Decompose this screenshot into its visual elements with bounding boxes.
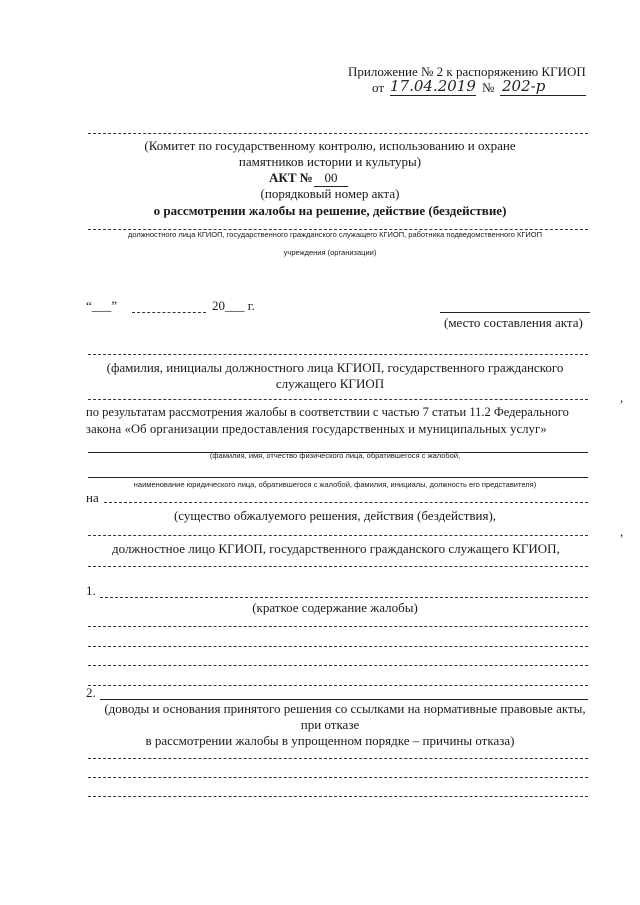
date-underline — [390, 95, 476, 96]
fio-hint-line2: служащего КГИОП — [275, 376, 385, 391]
item1-blank-1 — [88, 626, 588, 627]
item2-hint2: при отказе — [300, 717, 360, 732]
date-day-quotes: “___” — [86, 298, 118, 313]
committee-top-line — [88, 133, 588, 134]
handwritten-number: 202-р — [502, 77, 546, 95]
item1-hint: (краткое содержание жалобы) — [252, 600, 418, 615]
date-month-line — [132, 312, 206, 313]
item1-line — [100, 597, 588, 598]
item2-line — [100, 699, 588, 700]
official-line-text: должностное лицо КГИОП, государственного гражданского служащего КГИОП, — [112, 541, 560, 556]
item1-number: 1. — [86, 583, 96, 598]
handwritten-date: 17.04.2019 — [390, 77, 476, 95]
na-line — [104, 502, 588, 503]
result-line1: по результатам рассмотрения жалобы в соответствии с частью 7 статьи 11.2 Федерального — [86, 405, 569, 419]
official-hint-line1: должностного лица КГИОП, государственного гражданского служащего КГИОП, работника подведомственного КГИОП — [127, 230, 543, 239]
official-hint-line2: учреждения (организации) — [283, 248, 377, 257]
number-underline — [500, 95, 586, 96]
essence-hint: (существо обжалуемого решения, действия (бездействия), — [173, 508, 497, 523]
item1-blank-2 — [88, 646, 588, 647]
committee-line2: памятников истории и культуры) — [238, 154, 422, 169]
org-line — [88, 477, 588, 478]
act-number-hint: (порядковый номер акта) — [260, 186, 400, 201]
number-prefix: № — [482, 80, 495, 95]
act-label: АКТ № — [269, 170, 313, 185]
place-line — [440, 312, 590, 313]
comma-right-1: , — [620, 390, 624, 405]
blank-line-1 — [88, 566, 588, 567]
official-line-2 — [88, 535, 588, 536]
item2-blank-2 — [88, 777, 588, 778]
date-year: 20___ г. — [212, 298, 255, 313]
item2-hint3: в рассмотрении жалобы в упрощенном порядке – причины отказа) — [145, 733, 515, 748]
org-hint: наименование юридического лица, обратившегося с жалобой, фамилия, инициалы, должность его представителя) — [133, 480, 537, 489]
fio-line — [88, 354, 588, 355]
person-hint: (фамилия, имя, отчество физического лица, обратившегося с жалобой, — [209, 451, 461, 460]
item2-blank-1 — [88, 758, 588, 759]
na-label: на — [86, 490, 99, 505]
result-top-line — [88, 399, 588, 400]
item2-blank-3 — [88, 796, 588, 797]
item1-blank-4 — [88, 685, 588, 686]
item2-hint1: (доводы и основания принятого решения со ссылками на нормативные правовые акты, — [104, 701, 586, 716]
result-line2: закона «Об организации предоставления государственных и муниципальных услуг» — [86, 422, 547, 436]
comma-right-2: , — [620, 524, 624, 539]
act-number: 00 — [324, 170, 338, 185]
appendix-title: Приложение № 2 к распоряжению КГИОП — [348, 64, 586, 79]
act-title: о рассмотрении жалобы на решение, действие (бездействие) — [153, 203, 507, 218]
from-prefix: от — [372, 80, 385, 95]
item2-number: 2. — [86, 685, 96, 700]
committee-line1: (Комитет по государственному контролю, использованию и охране — [144, 138, 516, 153]
item1-blank-3 — [88, 665, 588, 666]
fio-hint-line1: (фамилия, инициалы должностного лица КГИОП, государственного гражданского — [106, 360, 564, 375]
place-hint: (место составления акта) — [444, 315, 583, 330]
